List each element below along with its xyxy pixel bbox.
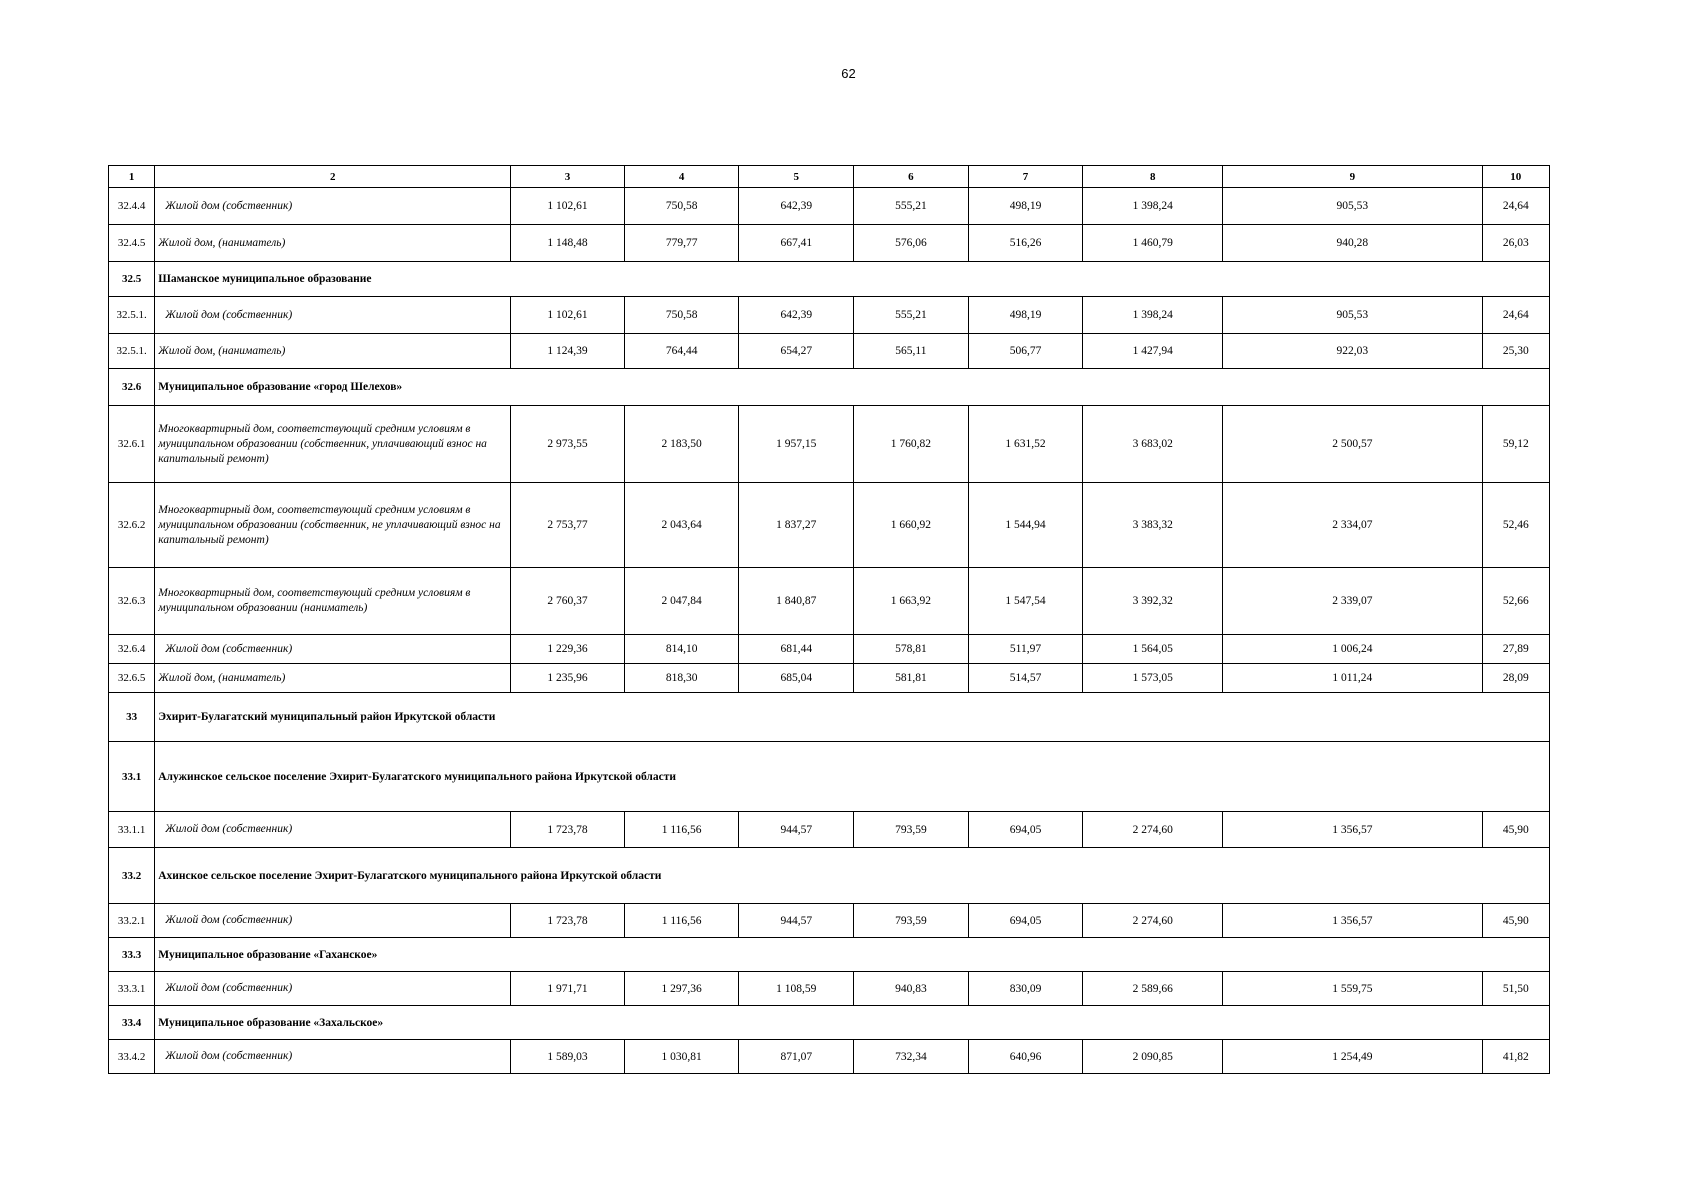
row-code: 32.5: [109, 262, 155, 297]
table-row: [109, 635, 1550, 664]
value-cell: 922,03: [1223, 334, 1482, 369]
value-cell: 944,57: [739, 904, 854, 938]
value-cell: 555,21: [854, 188, 969, 225]
row-name: Многоквартирный дом, соответствующий средним условиям в муниципальном образовании (собственник, не уплачивающий взнос на капитальный ремонт): [155, 483, 511, 568]
row-code: 32.5.1.: [109, 334, 155, 369]
value-cell: 1 116,56: [624, 904, 739, 938]
section-title: Муниципальное образование «Захальское»: [155, 1006, 1550, 1040]
value-cell: 1 006,24: [1223, 635, 1482, 664]
value-cell: 814,10: [624, 635, 739, 664]
row-code: 32.5.1.: [109, 297, 155, 334]
column-header: 3: [511, 166, 625, 188]
column-header: 9: [1223, 166, 1482, 188]
row-name: Жилой дом, (наниматель): [155, 225, 511, 262]
table-row: [109, 812, 1550, 848]
value-cell: 2 334,07: [1223, 483, 1482, 568]
value-cell: 52,66: [1482, 568, 1549, 635]
column-header: 5: [739, 166, 854, 188]
table-body: [109, 188, 1550, 1074]
value-cell: 2 500,57: [1223, 406, 1482, 483]
value-cell: 1 254,49: [1223, 1040, 1482, 1074]
table-row: [109, 664, 1550, 693]
section-row: [109, 938, 1550, 972]
row-code: 33: [109, 693, 155, 742]
row-code: 33.1.1: [109, 812, 155, 848]
section-row: [109, 742, 1550, 812]
column-header: 1: [109, 166, 155, 188]
value-cell: 555,21: [854, 297, 969, 334]
column-header: 2: [155, 166, 511, 188]
table-row: [109, 334, 1550, 369]
row-code: 33.4: [109, 1006, 155, 1040]
section-title: Шаманское муниципальное образование: [155, 262, 1550, 297]
table-row: [109, 406, 1550, 483]
value-cell: 681,44: [739, 635, 854, 664]
section-title: Муниципальное образование «город Шелехов»: [155, 369, 1550, 406]
value-cell: 830,09: [968, 972, 1083, 1006]
value-cell: 1 398,24: [1083, 188, 1223, 225]
value-cell: 498,19: [968, 297, 1083, 334]
row-code: 33.3.1: [109, 972, 155, 1006]
value-cell: 1 229,36: [511, 635, 625, 664]
value-cell: 45,90: [1482, 812, 1549, 848]
section-title: Ахинское сельское поселение Эхирит-Булагатского муниципального района Иркутской области: [155, 848, 1550, 904]
value-cell: 1 723,78: [511, 904, 625, 938]
value-cell: 1 108,59: [739, 972, 854, 1006]
row-code: 33.1: [109, 742, 155, 812]
value-cell: 51,50: [1482, 972, 1549, 1006]
value-cell: 1 148,48: [511, 225, 625, 262]
value-cell: 1 559,75: [1223, 972, 1482, 1006]
value-cell: 1 427,94: [1083, 334, 1223, 369]
value-cell: 1 663,92: [854, 568, 969, 635]
value-cell: 694,05: [968, 812, 1083, 848]
value-cell: 764,44: [624, 334, 739, 369]
row-code: 32.6.5: [109, 664, 155, 693]
value-cell: 1 030,81: [624, 1040, 739, 1074]
value-cell: 514,57: [968, 664, 1083, 693]
value-cell: 642,39: [739, 188, 854, 225]
table-row: [109, 972, 1550, 1006]
value-cell: 940,83: [854, 972, 969, 1006]
value-cell: 516,26: [968, 225, 1083, 262]
value-cell: 1 564,05: [1083, 635, 1223, 664]
table-header-row: [109, 166, 1550, 188]
value-cell: 667,41: [739, 225, 854, 262]
value-cell: 25,30: [1482, 334, 1549, 369]
value-cell: 793,59: [854, 904, 969, 938]
value-cell: 2 043,64: [624, 483, 739, 568]
value-cell: 1 840,87: [739, 568, 854, 635]
value-cell: 506,77: [968, 334, 1083, 369]
value-cell: 1 398,24: [1083, 297, 1223, 334]
table-row: [109, 904, 1550, 938]
value-cell: 3 683,02: [1083, 406, 1223, 483]
page-number: 62: [841, 66, 856, 81]
value-cell: 1 011,24: [1223, 664, 1482, 693]
table-row: [109, 188, 1550, 225]
value-cell: 732,34: [854, 1040, 969, 1074]
value-cell: 581,81: [854, 664, 969, 693]
row-code: 32.4.4: [109, 188, 155, 225]
value-cell: 1 235,96: [511, 664, 625, 693]
value-cell: 2 274,60: [1083, 812, 1223, 848]
value-cell: 750,58: [624, 188, 739, 225]
value-cell: 511,97: [968, 635, 1083, 664]
row-name: Жилой дом (собственник): [155, 904, 511, 938]
value-cell: 940,28: [1223, 225, 1482, 262]
section-title: Муниципальное образование «Гаханское»: [155, 938, 1550, 972]
value-cell: 1 547,54: [968, 568, 1083, 635]
value-cell: 640,96: [968, 1040, 1083, 1074]
row-code: 32.6.3: [109, 568, 155, 635]
section-title: Эхирит-Булагатский муниципальный район Иркутской области: [155, 693, 1550, 742]
value-cell: 654,27: [739, 334, 854, 369]
row-code: 32.6: [109, 369, 155, 406]
value-cell: 1 102,61: [511, 188, 625, 225]
value-cell: 2 973,55: [511, 406, 625, 483]
section-row: [109, 848, 1550, 904]
row-code: 32.4.5: [109, 225, 155, 262]
value-cell: 24,64: [1482, 188, 1549, 225]
value-cell: 1 116,56: [624, 812, 739, 848]
value-cell: 28,09: [1482, 664, 1549, 693]
row-name: Многоквартирный дом, соответствующий средним условиям в муниципальном образовании (наниматель): [155, 568, 511, 635]
value-cell: 1 723,78: [511, 812, 625, 848]
column-header: 10: [1482, 166, 1549, 188]
value-cell: 1 660,92: [854, 483, 969, 568]
row-code: 33.2: [109, 848, 155, 904]
row-code: 33.2.1: [109, 904, 155, 938]
column-header: 6: [854, 166, 969, 188]
row-name: Жилой дом (собственник): [155, 188, 511, 225]
value-cell: 1 573,05: [1083, 664, 1223, 693]
section-row: [109, 1006, 1550, 1040]
row-name: Многоквартирный дом, соответствующий средним условиям в муниципальном образовании (собственник, уплачивающий взнос на капитальный ремонт): [155, 406, 511, 483]
tariff-table: [108, 165, 1550, 1074]
value-cell: 1 102,61: [511, 297, 625, 334]
row-name: Жилой дом (собственник): [155, 812, 511, 848]
value-cell: 1 957,15: [739, 406, 854, 483]
value-cell: 27,89: [1482, 635, 1549, 664]
value-cell: 1 124,39: [511, 334, 625, 369]
value-cell: 1 631,52: [968, 406, 1083, 483]
value-cell: 1 356,57: [1223, 812, 1482, 848]
value-cell: 818,30: [624, 664, 739, 693]
value-cell: 59,12: [1482, 406, 1549, 483]
row-name: Жилой дом, (наниматель): [155, 664, 511, 693]
section-row: [109, 369, 1550, 406]
section-row: [109, 262, 1550, 297]
column-header: 8: [1083, 166, 1223, 188]
value-cell: 2 090,85: [1083, 1040, 1223, 1074]
value-cell: 1 297,36: [624, 972, 739, 1006]
value-cell: 1 971,71: [511, 972, 625, 1006]
value-cell: 24,64: [1482, 297, 1549, 334]
section-row: [109, 693, 1550, 742]
table-row: [109, 297, 1550, 334]
row-name: Жилой дом (собственник): [155, 1040, 511, 1074]
row-code: 33.4.2: [109, 1040, 155, 1074]
value-cell: 793,59: [854, 812, 969, 848]
value-cell: 41,82: [1482, 1040, 1549, 1074]
value-cell: 905,53: [1223, 297, 1482, 334]
row-code: 32.6.2: [109, 483, 155, 568]
value-cell: 750,58: [624, 297, 739, 334]
value-cell: 2 339,07: [1223, 568, 1482, 635]
table-row: [109, 568, 1550, 635]
section-title: Алужинское сельское поселение Эхирит-Булагатского муниципального района Иркутской области: [155, 742, 1550, 812]
value-cell: 2 753,77: [511, 483, 625, 568]
value-cell: 694,05: [968, 904, 1083, 938]
value-cell: 871,07: [739, 1040, 854, 1074]
table-row: [109, 483, 1550, 568]
value-cell: 565,11: [854, 334, 969, 369]
value-cell: 2 589,66: [1083, 972, 1223, 1006]
column-header: 7: [968, 166, 1083, 188]
value-cell: 944,57: [739, 812, 854, 848]
value-cell: 52,46: [1482, 483, 1549, 568]
row-name: Жилой дом (собственник): [155, 297, 511, 334]
value-cell: 2 047,84: [624, 568, 739, 635]
value-cell: 26,03: [1482, 225, 1549, 262]
row-code: 32.6.1: [109, 406, 155, 483]
table-row: [109, 225, 1550, 262]
column-header: 4: [624, 166, 739, 188]
value-cell: 1 356,57: [1223, 904, 1482, 938]
value-cell: 779,77: [624, 225, 739, 262]
row-name: Жилой дом, (наниматель): [155, 334, 511, 369]
value-cell: 1 460,79: [1083, 225, 1223, 262]
value-cell: 2 274,60: [1083, 904, 1223, 938]
value-cell: 576,06: [854, 225, 969, 262]
value-cell: 3 392,32: [1083, 568, 1223, 635]
value-cell: 45,90: [1482, 904, 1549, 938]
value-cell: 1 544,94: [968, 483, 1083, 568]
table-row: [109, 1040, 1550, 1074]
value-cell: 1 760,82: [854, 406, 969, 483]
value-cell: 685,04: [739, 664, 854, 693]
value-cell: 498,19: [968, 188, 1083, 225]
row-code: 32.6.4: [109, 635, 155, 664]
value-cell: 2 760,37: [511, 568, 625, 635]
value-cell: 642,39: [739, 297, 854, 334]
value-cell: 3 383,32: [1083, 483, 1223, 568]
value-cell: 905,53: [1223, 188, 1482, 225]
value-cell: 1 589,03: [511, 1040, 625, 1074]
value-cell: 578,81: [854, 635, 969, 664]
row-code: 33.3: [109, 938, 155, 972]
row-name: Жилой дом (собственник): [155, 635, 511, 664]
value-cell: 1 837,27: [739, 483, 854, 568]
value-cell: 2 183,50: [624, 406, 739, 483]
row-name: Жилой дом (собственник): [155, 972, 511, 1006]
